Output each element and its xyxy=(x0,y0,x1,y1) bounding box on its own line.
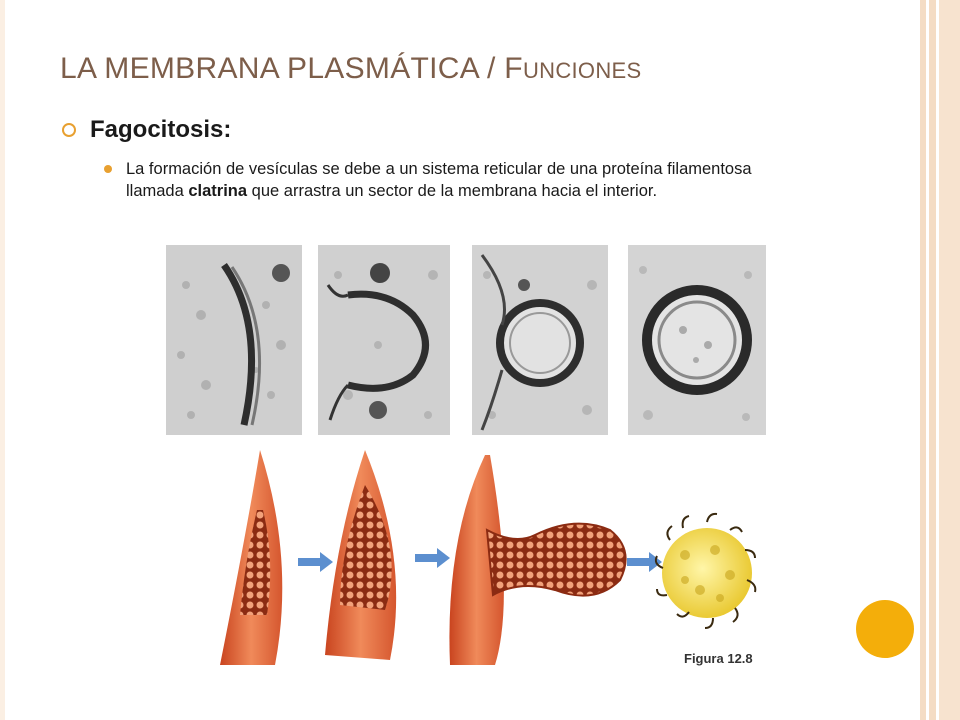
slide-title xyxy=(60,52,641,86)
ring-bullet-icon xyxy=(62,123,76,137)
dot-bullet-icon xyxy=(104,165,112,173)
left-border xyxy=(0,0,5,720)
heading-bullet xyxy=(62,116,231,144)
arrow-icon xyxy=(415,548,450,568)
body-text-part: que arrastra un sector de la membrana hacia el interior. xyxy=(247,181,658,200)
stage-3 xyxy=(449,455,625,665)
body-text-part: La formación de vesículas se debe a un sistema reticular de una proteína filamentosa llamada xyxy=(126,160,752,200)
figure-label: Figura 12.8 xyxy=(684,651,753,666)
micrograph-2 xyxy=(318,245,450,435)
clathrin-diagram xyxy=(215,440,775,670)
stage-2 xyxy=(325,450,396,660)
body-text-bold: clatrina xyxy=(188,181,248,200)
title-main: LA MEMBRANA PLASMÁTICA / F xyxy=(60,52,523,85)
micrograph-3 xyxy=(472,245,608,435)
micrograph-4 xyxy=(628,245,766,435)
arrow-icon xyxy=(298,552,333,572)
body-text xyxy=(126,159,804,202)
body-bullet xyxy=(104,159,804,202)
micrograph-1 xyxy=(166,245,302,435)
decorative-circle xyxy=(856,600,914,658)
section-heading: Fagocitosis: xyxy=(90,116,232,143)
stage-4-vesicle xyxy=(656,514,755,628)
stage-1 xyxy=(220,450,282,665)
title-small-caps: UNCIONES xyxy=(522,58,642,83)
right-border-stripe xyxy=(939,0,960,720)
right-border-stripe xyxy=(929,0,936,720)
